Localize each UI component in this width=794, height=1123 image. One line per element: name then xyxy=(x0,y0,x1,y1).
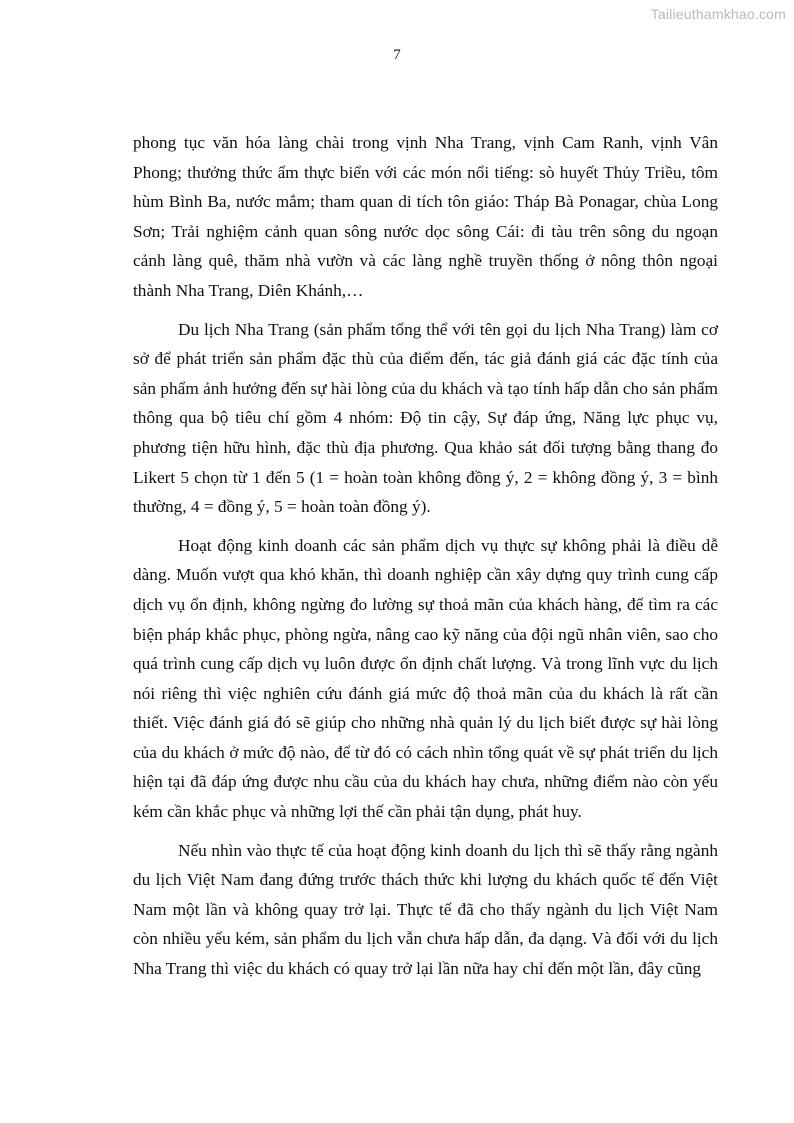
paragraph-continuation: phong tục văn hóa làng chài trong vịnh Nha Trang, vịnh Cam Ranh, vịnh Vân Phong; thưởng thức ẩm thực biển với các món nổi tiếng: sò huyết Thủy Triều, tôm hùm Bình Ba, nước mắm; tham quan di tích tôn giáo: Tháp Bà Ponagar, chùa Long Sơn; Trải nghiệm cảnh quan sông nước dọc sông Cái: đi tàu trên sông du ngoạn cảnh làng quê, thăm nhà vườn và các làng nghề truyền thống ở nông thôn ngoại thành Nha Trang, Diên Khánh,… xyxy=(133,133,718,300)
document-body xyxy=(133,128,718,993)
paragraph-nha-trang-product: Du lịch Nha Trang (sản phẩm tổng thể với tên gọi du lịch Nha Trang) làm cơ sở để phát triển sản phẩm đặc thù của điểm đến, tác giả đánh giá các đặc tính của sản phẩm ảnh hưởng đến sự hài lòng của du khách và tạo tính hấp dẫn cho sản phẩm thông qua bộ tiêu chí gồm 4 nhóm: Độ tin cậy, Sự đáp ứng, Năng lực phục vụ, phương tiện hữu hình, đặc thù địa phương. Qua khảo sát đối tượng bằng thang đo Likert 5 chọn từ 1 đến 5 (1 = hoàn toàn không đồng ý, 2 = không đồng ý, 3 = bình thường, 4 = đồng ý, 5 = hoàn toàn đồng ý). xyxy=(133,319,718,517)
paragraph-tourism-challenge: Nếu nhìn vào thực tế của hoạt động kinh doanh du lịch thì sẽ thấy rằng ngành du lịch Việt Nam đang đứng trước thách thức khi lượng du khách quốc tế đến Việt Nam một lần và không quay trở lại. Thực tế đã cho thấy ngành du lịch Việt Nam còn nhiều yếu kém, sản phẩm du lịch vẫn chưa hấp dẫn, đa dạng. Và đối với du lịch Nha Trang thì việc du khách có quay trở lại lần nữa hay chỉ đến một lần, đây cũng xyxy=(133,840,718,979)
paragraph-service-business: Hoạt động kinh doanh các sản phẩm dịch vụ thực sự không phải là điều dễ dàng. Muốn vượt qua khó khăn, thì doanh nghiệp cần xây dựng quy trình cung cấp dịch vụ ổn định, không ngừng đo lường sự thoả mãn của khách hàng, để tìm ra các biện pháp khắc phục, phòng ngừa, nâng cao kỹ năng của đội ngũ nhân viên, sao cho quá trình cung cấp dịch vụ luôn được ổn định chất lượng. Và trong lĩnh vực du lịch nói riêng thì việc nghiên cứu đánh giá mức độ thoả mãn của du khách là rất cần thiết. Việc đánh giá đó sẽ giúp cho những nhà quản lý du lịch biết được sự hài lòng của du khách ở mức độ nào, để từ đó có cách nhìn tổng quát về sự phát triển du lịch hiện tại đã đáp ứng được nhu cầu của du khách hay chưa, những điểm nào còn yếu kém cần khắc phục và những lợi thế cần phải tận dụng, phát huy. xyxy=(133,535,718,822)
page-number: 7 xyxy=(393,47,401,63)
watermark: Tailieuthamkhao.com xyxy=(650,6,786,22)
